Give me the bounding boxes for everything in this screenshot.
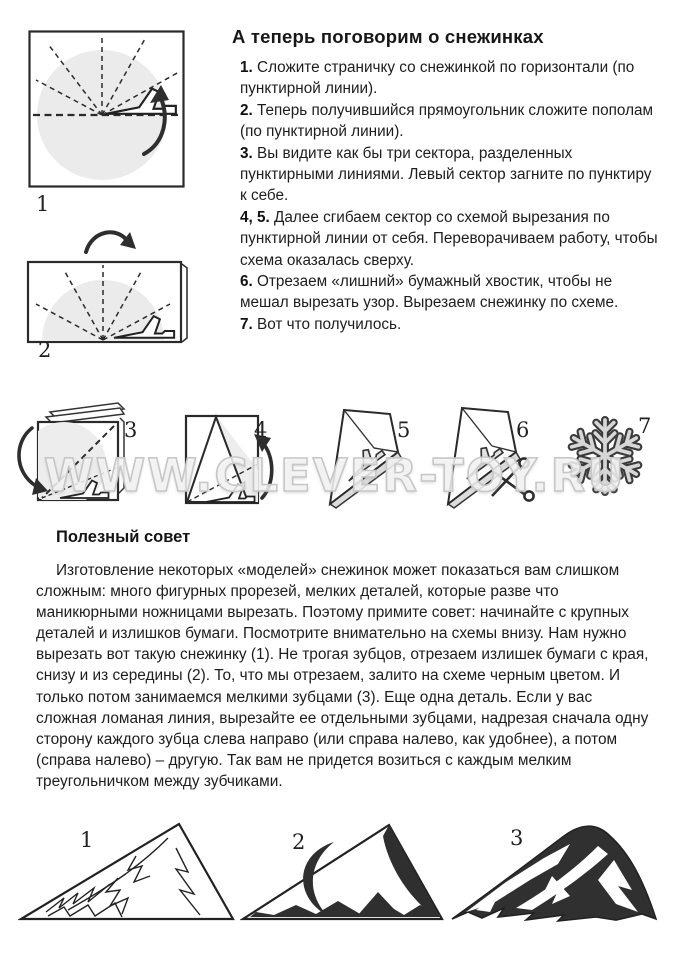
step-number: 4, 5. — [240, 208, 270, 226]
figure-label-4: 4 — [254, 418, 268, 442]
step-text: Вот что получилось. — [257, 315, 402, 333]
instruction-step — [240, 57, 658, 100]
figure-label-1: 1 — [36, 192, 50, 216]
step-text: Отрезаем «лишний» бумажный хвостик, чтобы не мешал вырезать узор. Вырезаем снежинку по схеме. — [240, 273, 619, 312]
step-text: Далее сгибаем сектор со схемой вырезания по пунктирной линии от себя. Переворачиваем работу, чтобы схема оказалась сверху. — [240, 208, 658, 269]
step-text: Вы видите как бы три сектора, разделенных пунктирными линиями. Левый сектор загните по пунктиру к себе. — [240, 144, 652, 205]
fold-step-1-diagram — [28, 30, 186, 190]
page-edge — [182, 264, 187, 342]
instruction-step — [240, 271, 658, 314]
step-number: 1. — [240, 59, 253, 76]
watermark: WWW.CLEVER-TOY.RU — [44, 449, 626, 502]
cut-example-label-1: 1 — [80, 828, 94, 852]
figure-label-3: 3 — [124, 418, 138, 442]
step-number: 6. — [240, 273, 253, 291]
cut-example-3-diagram — [448, 820, 660, 924]
step-text: Сложите страничку со снежинкой по горизонтали (по пунктирной линии). — [240, 59, 635, 98]
step-number: 2. — [240, 101, 253, 119]
step-number: 7. — [240, 315, 253, 333]
instruction-list — [240, 57, 658, 335]
figure-label-2: 2 — [38, 338, 52, 362]
figure-label-6: 6 — [516, 418, 530, 442]
cut-example-2-diagram — [240, 820, 446, 924]
instruction-step — [240, 207, 658, 271]
cut-example-1-diagram — [18, 820, 236, 924]
figure-label-7: 7 — [638, 414, 652, 438]
step-number: 3. — [240, 144, 253, 162]
figure-label-5: 5 — [397, 418, 411, 442]
tip-heading: Полезный совет — [56, 528, 191, 546]
cut-example-label-2: 2 — [292, 830, 306, 854]
tip-paragraph: Изготовление некоторых «моделей» снежинок может показаться вам слишком сложным: много фигурных прорезей, мелких деталей, которые разве что маникюрными ножницами вырезать. Поэтому примите совет: начинайте с крупных деталей и излишков бумаги. Посмотрите внимательно на схемы внизу. Нам нужно вырезать вот такую снежинку (1). Не трогая зубцов, отрезаем излишек бумаги с края, снизу и из середины (2). То, что мы отрезаем, залито на схеме черным цветом. И только потом занимаемся мелкими зубцами (3). Еще одна деталь. Если у вас сложная ломаная линия, вырезайте ее отдельными зубцами, надрезая сначала одну сторону каждого зубца слева направо (или справа налево, как удобнее), а потом (справа налево) – другую. Так вам не придется возиться с каждым мелким треугольничком между зубчиками. — [36, 562, 649, 790]
cut-example-label-3: 3 — [510, 826, 524, 850]
instruction-step — [240, 143, 658, 207]
step-text: Теперь получившийся прямоугольник сложите пополам (по пунктирной линии). — [240, 101, 654, 141]
page-title: А теперь поговорим о снежинках — [232, 26, 544, 47]
fold-over-arrow-icon — [86, 232, 136, 252]
fold-step-2-diagram — [26, 220, 202, 350]
instruction-step — [240, 314, 658, 335]
instruction-step — [240, 100, 658, 143]
